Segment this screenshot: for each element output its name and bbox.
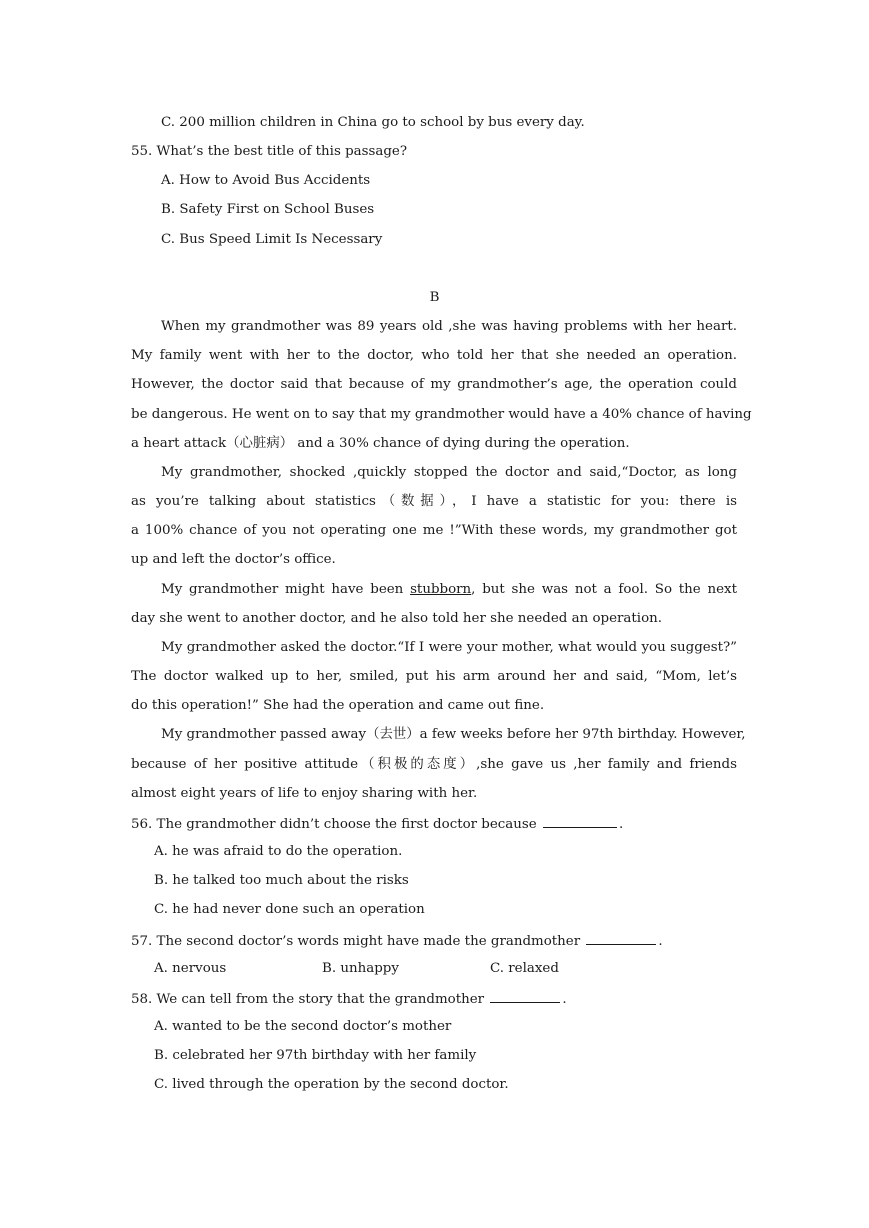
q58-question bbox=[131, 989, 567, 1007]
passage-line: The doctor walked up to her, smiled, put his arm around her and said, “Mom, let’s bbox=[131, 669, 737, 684]
passage-line: When my grandmother was 89 years old ,she was having problems with her heart. bbox=[161, 319, 737, 334]
q55-option-a: A. How to Avoid Bus Accidents bbox=[161, 173, 371, 188]
passage-line: be dangerous. He went on to say that my grandmother would have a 40% chance of having bbox=[131, 407, 752, 422]
passage-line: do this operation!” She had the operation and came out fine. bbox=[131, 698, 545, 713]
q56-option-a: A. he was afraid to do the operation. bbox=[154, 844, 403, 859]
passage-line: My grandmother asked the doctor.“If I were your mother, what would you suggest?” bbox=[161, 640, 737, 655]
question-text: 58. We can tell from the story that the grandmother bbox=[131, 992, 485, 1007]
passage-line: My grandmother, shocked ,quickly stopped the doctor and said,“Doctor, as long bbox=[161, 465, 737, 480]
q58-option-b: B. celebrated her 97th birthday with her family bbox=[154, 1048, 477, 1063]
passage-line bbox=[161, 581, 737, 599]
passage-line: However, the doctor said that because of my grandmother’s age, the operation could bbox=[131, 377, 737, 392]
q57-option-a: A. nervous bbox=[154, 961, 227, 976]
passage-line: My grandmother passed away（去世）a few weeks before her 97th birthday. However, bbox=[161, 727, 746, 742]
q56-option-c: C. he had never done such an operation bbox=[154, 902, 425, 917]
passage-line: a 100% chance of you not operating one me !”With these words, my grandmother got bbox=[131, 523, 737, 538]
passage-line: up and left the doctor’s office. bbox=[131, 552, 336, 567]
passage-text: My grandmother might have been bbox=[161, 582, 411, 597]
answer-blank bbox=[586, 931, 656, 945]
q58-option-c: C. lived through the operation by the second doctor. bbox=[154, 1077, 509, 1092]
q57-option-b: B. unhappy bbox=[322, 961, 399, 976]
question-text: 56. The grandmother didn’t choose the first doctor because bbox=[131, 817, 537, 832]
q55-option-b: B. Safety First on School Buses bbox=[161, 202, 375, 217]
answer-blank bbox=[490, 989, 560, 1003]
passage-line: because of her positive attitude（积极的态度）,she gave us ,her family and friends bbox=[131, 757, 737, 772]
q56-question bbox=[131, 814, 623, 832]
passage-line: as you’re talking about statistics（数据），I have a statistic for you: there is bbox=[131, 494, 737, 509]
q54-option-c: C. 200 million children in China go to school by bus every day. bbox=[161, 115, 585, 130]
q57-question bbox=[131, 931, 663, 949]
question-end: . bbox=[658, 934, 663, 949]
q57-options bbox=[154, 960, 559, 978]
question-end: . bbox=[618, 817, 624, 832]
passage-line: day she went to another doctor, and he also told her she needed an operation. bbox=[131, 611, 663, 626]
q57-option-c: C. relaxed bbox=[490, 961, 559, 976]
passage-line: My family went with her to the doctor, who told her that she needed an operation. bbox=[131, 348, 737, 363]
answer-blank bbox=[543, 814, 617, 828]
passage-text: , but she was not a fool. So the next bbox=[471, 582, 737, 597]
q56-option-b: B. he talked too much about the risks bbox=[154, 873, 409, 888]
q55-option-c: C. Bus Speed Limit Is Necessary bbox=[161, 232, 383, 247]
q55-question: 55. What’s the best title of this passage? bbox=[131, 144, 408, 159]
section-heading: B bbox=[429, 290, 440, 305]
passage-line: almost eight years of life to enjoy sharing with her. bbox=[131, 786, 478, 801]
underlined-word: stubborn bbox=[410, 582, 472, 597]
question-text: 57. The second doctor’s words might have made the grandmother bbox=[131, 934, 581, 949]
question-end: . bbox=[562, 992, 567, 1007]
passage-line: a heart attack（心脏病） and a 30% chance of dying during the operation. bbox=[131, 436, 630, 451]
q58-option-a: A. wanted to be the second doctor’s mother bbox=[154, 1019, 452, 1034]
